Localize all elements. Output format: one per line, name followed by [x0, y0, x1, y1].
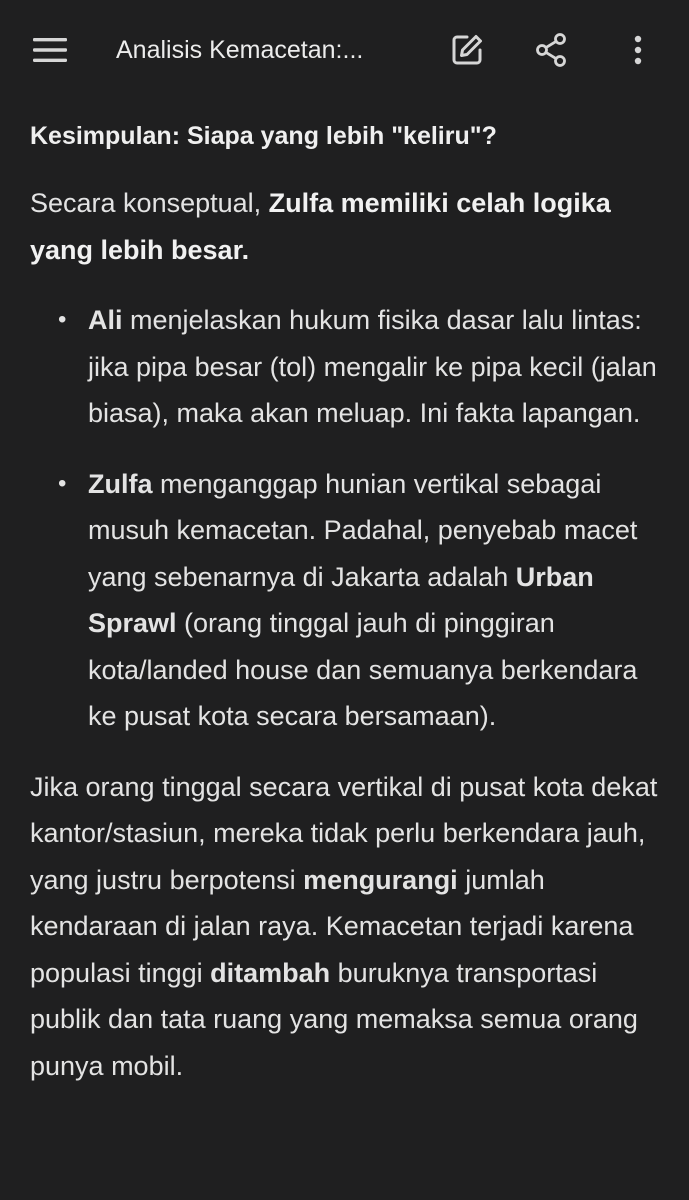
menu-icon [33, 37, 67, 63]
more-vert-icon [633, 35, 643, 65]
bullet-icon: • [58, 306, 67, 333]
bullet-list [30, 297, 670, 740]
edit-icon [450, 33, 484, 67]
intro-bold-text: Zulfa memiliki celah logika yang lebih besar. [30, 188, 611, 265]
section-heading: Kesimpulan: Siapa yang lebih "keliru"? [30, 122, 497, 150]
conclusion-text: jumlah kendaraan di jalan raya. Kemacetan terjadi karena populasi tinggi [30, 864, 634, 988]
conclusion-text: buruknya transportasi publik dan tata ruang yang memaksa semua orang punya mobil. [30, 957, 638, 1081]
app-bar [0, 0, 689, 100]
list-item-text-continued: (orang tinggal jauh di pinggiran kota/landed house dan semuanya berkendara ke pusat kota secara bersamaan). [88, 608, 638, 731]
list-item-text: menganggap hunian vertikal sebagai musuh kemacetan. Padahal, penyebab macet yang sebenarnya di Jakarta adalah [88, 468, 638, 592]
conclusion-bold-1: mengurangi [303, 864, 458, 895]
list-item-bold-lead: Zulfa [88, 468, 153, 499]
bullet-icon: • [58, 469, 67, 497]
share-button[interactable] [527, 26, 575, 74]
response-content [30, 112, 670, 1089]
list-item-zulfa [30, 461, 670, 740]
intro-paragraph [30, 180, 670, 273]
list-item-ali [30, 297, 670, 437]
share-icon [535, 33, 567, 67]
list-item-bold-term: Urban Sprawl [88, 561, 594, 638]
conclusion-text: Jika orang tinggal secara vertikal di pusat kota dekat kantor/stasiun, mereka tidak perlu berkendara jauh, yang justru berpotensi [30, 771, 658, 895]
list-item-text: menjelaskan hukum fisika dasar lalu lintas: jika pipa besar (tol) mengalir ke pipa kecil (jalan biasa), maka akan meluap. Ini fakta lapangan. [88, 305, 657, 428]
conclusion-paragraph [30, 764, 670, 1090]
list-item-bold-lead: Ali [88, 305, 123, 335]
menu-button[interactable] [26, 26, 74, 74]
conclusion-bold-2: ditambah [210, 957, 331, 988]
more-options-button[interactable] [614, 26, 662, 74]
edit-button[interactable] [443, 26, 491, 74]
intro-text: Secara konseptual, [30, 188, 269, 218]
conversation-title: Analisis Kemacetan:... [116, 36, 364, 64]
